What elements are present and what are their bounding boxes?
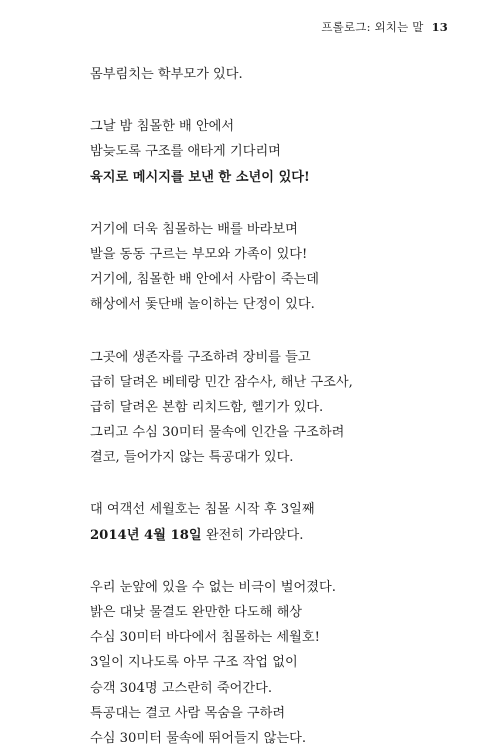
date-line-rest: 완전히 가라앉다. [201,527,304,543]
poem-body [90,62,450,751]
poem-line: 대 여객선 세월호는 침몰 시작 후 3일째 [90,502,315,518]
stanza-5 [90,497,450,547]
poem-line: 몸부림치는 학부모가 있다. [90,67,243,82]
stanza-2 [90,114,450,190]
page-number: 13 [431,20,448,34]
poem-line: 그곳에 생존자를 구조하려 장비를 들고 [90,349,311,365]
poem-line: 결코, 들어가지 않는 특공대가 있다. [90,450,294,466]
poem-line: 급히 달려온 본함 리치드함, 헬기가 있다. [90,399,324,415]
poem-line: 밝은 대낮 물결도 완만한 다도해 해상 [90,605,303,620]
stanza-6 [90,575,450,751]
poem-line: 발을 동동 구르는 부모와 가족이 있다! [90,246,308,262]
date-emphasis: 2014년 4월 18일 [90,527,202,543]
stanza-3 [90,217,450,318]
running-header [321,19,448,35]
poem-line: 수심 30미터 바다에서 침몰하는 세월호! [90,630,320,646]
chapter-title: 프롤로그: 외치는 말 [321,20,424,34]
stanza-1 [90,62,450,87]
poem-line: 해상에서 돛단배 놀이하는 단정이 있다. [90,297,315,313]
stanza-4 [90,345,450,471]
poem-line: 급히 달려온 베테랑 민간 잠수사, 해난 구조사, [90,374,353,390]
poem-line: 그날 밤 침몰한 배 안에서 [90,119,235,135]
poem-line: 밤늦도록 구조를 애타게 기다리며 [90,144,281,160]
poem-line: 수심 30미터 물속에 뛰어들지 않는다. [90,730,307,746]
poem-line-emphasis: 육지로 메시지를 보낸 한 소년이 있다! [90,169,310,185]
poem-line-date [90,523,450,548]
poem-line: 3일이 지나도록 아무 구조 작업 없이 [90,655,298,671]
poem-line: 우리 눈앞에 있을 수 없는 비극이 벌어졌다. [90,579,336,595]
poem-line: 승객 304명 고스란히 죽어간다. [90,680,273,696]
poem-line: 그리고 수심 30미터 물속에 인간을 구조하려 [90,425,345,441]
poem-line: 특공대는 결코 사람 목숨을 구하려 [90,705,286,721]
poem-line: 거기에, 침몰한 배 안에서 사람이 죽는데 [90,272,319,288]
poem-line: 거기에 더욱 침몰하는 배를 바라보며 [90,221,298,237]
